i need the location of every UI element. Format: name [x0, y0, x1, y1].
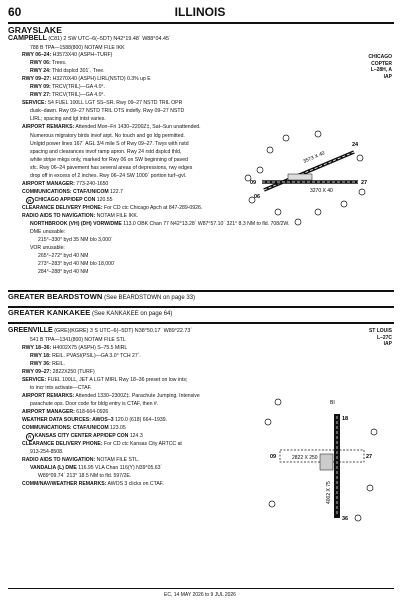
rwy-num-09: 09: [250, 180, 257, 186]
chart-ref: COPTER: [371, 60, 392, 67]
detail-value: DME unusable:: [30, 229, 66, 236]
detail-key: CLEARANCE DELIVERY PHONE:: [22, 441, 103, 447]
page-number: 60: [8, 5, 22, 19]
detail-line: [22, 76, 151, 83]
detail-line: [30, 165, 192, 172]
gv-airport-line: [8, 328, 192, 335]
gv-airport-info: (GRE)(KGRE) 3 S UTC–6(–5DT) N38°50.17´ W89°22.73´: [54, 328, 193, 334]
detail-key: RWY 06:: [30, 60, 51, 67]
detail-value: W89°09.74´ 213° 18.5 NM to fld. 597/2E.: [38, 473, 132, 479]
rwy-num-09: 09: [270, 454, 277, 460]
beardstown-entry: [8, 294, 195, 302]
rwy-dim-18-36: 4002 X 75: [326, 481, 332, 504]
detail-line: [22, 100, 182, 107]
detail-key: KANSAS CITY CENTER APP/DEP CON: [34, 433, 129, 439]
detail-value: 122.7: [108, 188, 123, 195]
detail-key: RWY 09:: [30, 84, 51, 91]
detail-line: [30, 465, 162, 472]
detail-line: [22, 181, 108, 188]
detail-line: [30, 449, 63, 456]
header-rule: [8, 22, 394, 24]
detail-value: For CD ctc Kansas City ARTCC at: [102, 441, 182, 447]
detail-line: [30, 229, 65, 236]
rwy-num-06: 06: [254, 194, 261, 200]
ramp-apron: [288, 174, 312, 180]
detail-value: 618-664-0926: [74, 409, 109, 415]
detail-line: [30, 401, 158, 408]
detail-line: [22, 393, 200, 400]
detail-value: Attended 1330–2300Z‡. Parachute Jumping. Intensive: [74, 393, 200, 399]
detail-value: spacing and clearances invof ramp apron. Rwy 24 rstd dsplcd thld,: [30, 148, 182, 155]
rwy-dim-09-27: 2822 X 250: [292, 455, 318, 461]
detail-key: COMM/NAV/WEATHER REMARKS:: [22, 481, 107, 487]
detail-key: NORTHBROOK (VH) (DH) VORW/DME: [30, 221, 122, 228]
beardstown-title: GREATER BEARDSTOWN: [8, 292, 103, 301]
detail-value: parachute ops. Door code for bldg entry is CTAF, then #.: [30, 401, 159, 407]
rwy-dim-06-24: 3573 X 40: [302, 150, 326, 165]
detail-line: [30, 149, 181, 156]
detail-value: white stripe mkgs only, marked for Rwy 06 on SW beginning of paved: [30, 156, 188, 163]
detail-key: CLEARANCE DELIVERY PHONE:: [22, 204, 103, 211]
greenville-airport-diagram: [258, 392, 388, 532]
detail-value: H4002X75 (ASPH) S–75.5 MIRL: [51, 345, 128, 351]
detail-value: VOR unusable:: [30, 245, 65, 252]
chart-ref: ST LOUIS: [368, 328, 392, 334]
detail-line: [30, 245, 65, 252]
gv-airport-name: GREENVILLE: [8, 327, 53, 334]
footer-rule: [8, 588, 394, 589]
detail-key: RWY 06–24:: [22, 52, 52, 58]
detail-value: sfc. Rwy 06–24 pavement has several areas of depressions, rwy edges: [30, 164, 193, 171]
detail-value: 123.05: [108, 425, 126, 431]
gv-chart-refs: [332, 328, 392, 348]
detail-value: AWOS 3 clicks on CTAF.: [106, 481, 164, 487]
apron: [320, 454, 333, 470]
chart-refs: [332, 54, 392, 80]
detail-line: [30, 68, 105, 75]
rwy-num-36: 36: [342, 516, 349, 522]
detail-line: [30, 353, 141, 360]
detail-line: [26, 433, 143, 441]
detail-value: Attended Mon–Fri 1430–2200Z‡, Sat–Sun unattended.: [74, 124, 201, 131]
detail-line: [22, 213, 138, 220]
chart-ref: IAP: [383, 73, 392, 80]
grayslake-airport-diagram: [234, 130, 374, 230]
detail-key: VANDALIA (L) DME: [30, 465, 77, 471]
detail-key: RWY 09–27:: [22, 76, 52, 83]
detail-value: drop off in excess of 2 inches. Rwy 06–24 SW 1000´ portion turf–gvl.: [30, 172, 187, 179]
detail-value: dusk–dawn. Rwy 09–27 NSTD TRIL OTS indefly. Rwy 09–27 NSTD: [30, 108, 185, 115]
city-title: GRAYSLAKE: [8, 25, 63, 35]
chart-ref: CHICAGO: [368, 54, 392, 60]
detail-key: COMMUNICATIONS: CTAF/UNICOM: [22, 188, 109, 195]
rwy-num-27: 27: [361, 180, 368, 186]
rwy-dim-09-27: 3270 X 40: [310, 188, 333, 194]
detail-value: TRCV(TRIL)—GA 4.0°.: [50, 84, 105, 91]
detail-value: 120.0 (618) 664–1939.: [113, 417, 168, 423]
detail-line: [22, 481, 164, 488]
kankakee-entry: [8, 310, 172, 318]
detail-line: [22, 409, 108, 416]
detail-line: [26, 197, 113, 205]
detail-value: NOTAM FILE STL.: [95, 457, 140, 463]
detail-key: SERVICE:: [22, 377, 47, 383]
detail-value: Trees.: [50, 60, 67, 67]
detail-value: 120.55: [95, 196, 113, 203]
detail-line: [22, 345, 127, 352]
detail-value: LIRL; spacing and lgt intst varies.: [30, 116, 106, 123]
radar-symbol-icon: R: [26, 197, 34, 205]
detail-value: TRCV(TRIL)—GA 4.0°.: [50, 92, 105, 99]
radar-symbol-icon: R: [26, 433, 34, 441]
detail-line: [38, 253, 88, 260]
detail-key: SERVICE:: [22, 100, 47, 107]
detail-key: RADIO AIDS TO NAVIGATION:: [22, 457, 96, 463]
detail-line: [38, 473, 131, 480]
detail-key: RWY 18:: [30, 353, 51, 359]
detail-value: 913-254-8508.: [30, 449, 64, 455]
airport-line: [8, 36, 171, 43]
gv-elev-line: 541 B TPA—1341(800) NOTAM FILE STL: [30, 337, 126, 343]
detail-value: 284°–288° byd 40 NM: [38, 269, 89, 276]
detail-value: S4 FUEL 100LL LGT SS–SR. Rwy 09–27 NSTD TRIL OPR: [46, 100, 183, 107]
airport-info: (C81) 2 SW UTC–6(–5DT) N42°19.48´ W88°04.45´: [48, 36, 171, 42]
detail-line: [22, 52, 112, 59]
detail-key: AIRPORT MANAGER:: [22, 180, 75, 187]
detail-line: [38, 237, 113, 244]
detail-value: 124.3: [128, 433, 143, 439]
detail-value: 273°–283° byd 40 NM blo 18,000´: [38, 261, 116, 268]
kankakee-title: GREATER KANKAKEE: [8, 308, 91, 317]
detail-line: [22, 189, 123, 196]
detail-value: Numerous migratory birds invof arpt. No touch and go ldg permitted.: [30, 132, 185, 139]
detail-value: 265°–272° byd 40 NM: [38, 253, 89, 260]
detail-value: FUEL 100LL, JET A LGT MIRL Rwy 18–36 preset on low ints;: [46, 377, 188, 383]
detail-line: [38, 269, 88, 276]
detail-value: 773-240-1650: [74, 180, 109, 187]
detail-value: Unlgtd power lines 167´ AGL 3/4 mile S of Rwy 09–27. Twys with nstd: [30, 140, 189, 147]
detail-line: [30, 173, 186, 180]
detail-key: RWY 18–36:: [22, 345, 52, 351]
rwy-num-24: 24: [352, 142, 359, 148]
detail-line: [30, 361, 65, 368]
detail-key: RWY 36:: [30, 361, 51, 367]
kankakee-ref: (See KANKAKEE on page 64): [91, 311, 173, 317]
detail-line: [30, 157, 188, 164]
detail-value: 116.95 VLA Chan 116(Y) N39°05.63´: [76, 465, 163, 471]
detail-line: [22, 369, 95, 376]
detail-key: CHICAGO APP/DEP CON: [34, 196, 96, 203]
detail-line: [30, 141, 189, 148]
detail-value: REIL. PVASI(PSIL)—GA 3.0° TCH 27´.: [50, 353, 141, 359]
beacon-label: BI: [330, 400, 335, 406]
detail-line: [30, 60, 66, 67]
detail-line: [30, 133, 185, 140]
rwy-num-27: 27: [366, 454, 373, 460]
detail-line: [38, 261, 116, 268]
detail-value: H3573X40 (ASPH–TURF): [51, 52, 113, 58]
detail-value: 215°–330° byd 35 NM blo 3,000´: [38, 237, 113, 244]
detail-line: [30, 385, 92, 392]
detail-line: [30, 84, 105, 91]
detail-key: RWY 24:: [30, 68, 51, 75]
detail-key: RWY 27:: [30, 92, 51, 99]
detail-key: AIRPORT REMARKS:: [22, 124, 75, 131]
detail-line: [22, 377, 187, 384]
detail-line: [22, 441, 182, 448]
detail-key: WEATHER DATA SOURCES: AWOS–3: [22, 417, 114, 423]
chart-ref: L–27C: [376, 334, 392, 341]
detail-value: REIL.: [50, 361, 65, 367]
detail-line: [22, 457, 139, 464]
detail-line: [22, 124, 201, 131]
detail-value: Thld dsplcd 301´. Tree.: [50, 68, 105, 75]
detail-line: [22, 205, 202, 212]
detail-key: RADIO AIDS TO NAVIGATION:: [22, 213, 96, 219]
detail-key: AIRPORT REMARKS:: [22, 393, 75, 399]
detail-value: 2822X250 (TURF): [51, 369, 95, 375]
detail-value: H3270X40 (ASPH) LIRL(NSTD) 0.3% up E: [51, 76, 151, 83]
detail-line: [22, 417, 167, 424]
rwy-num-18: 18: [342, 416, 349, 422]
detail-key: AIRPORT MANAGER:: [22, 409, 75, 415]
divider-greenville: [8, 322, 394, 324]
detail-key: RWY 09–27:: [22, 369, 52, 375]
detail-line: [30, 108, 184, 115]
detail-value: to incr ints activate—CTAF.: [30, 385, 92, 391]
beardstown-ref: (See BEARDSTOWN on page 33): [104, 295, 196, 301]
detail-line: [30, 116, 106, 123]
chart-ref: IAP: [383, 341, 392, 347]
effective-dates: EC, 14 MAY 2026 to 9 JUL 2026: [164, 592, 236, 598]
state-title: ILLINOIS: [174, 5, 226, 19]
detail-line: [22, 425, 126, 432]
detail-value: NOTAM FILE IKK.: [95, 213, 139, 219]
airport-name: CAMPBELL: [8, 35, 47, 42]
detail-key: COMMUNICATIONS: CTAF/UNICOM: [22, 425, 109, 431]
detail-value: For CD ctc Chicago Apch at 847-289-0926.: [102, 204, 203, 211]
airport-elev-line: 788 B TPA—1588(800) NOTAM FILE IKK: [30, 45, 125, 51]
detail-line: [30, 92, 105, 99]
chart-ref: L–28H, A: [370, 67, 392, 73]
detail-value: 113.0 OBK Chan 77 N42°13.28´ W87°57.10´ 321° 8.3 NM to fld. 708/2W.: [121, 221, 290, 228]
